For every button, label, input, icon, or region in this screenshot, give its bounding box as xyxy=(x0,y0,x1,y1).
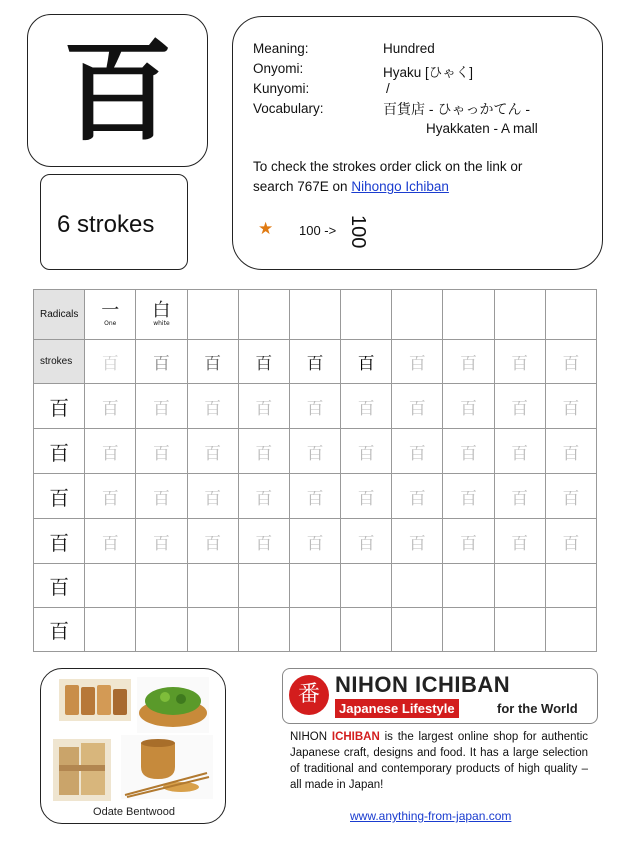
stroke-step: 百 xyxy=(494,340,545,384)
check-instructions: To check the strokes order click on the link or xyxy=(253,159,523,174)
stroke-step: 百 xyxy=(341,340,392,384)
trace-char: 百 xyxy=(136,474,187,519)
radical-label: One xyxy=(104,320,117,327)
trace-char: 百 xyxy=(443,519,494,564)
empty-cell xyxy=(238,608,289,652)
kunyomi-value: / xyxy=(386,81,390,96)
practice-row xyxy=(34,474,597,519)
trace-char: 百 xyxy=(443,474,494,519)
bentwood-box-image xyxy=(53,739,111,801)
logo-emblem-icon: 番 xyxy=(289,675,329,715)
trace-char: 百 xyxy=(494,429,545,474)
trace-char: 百 xyxy=(85,474,136,519)
nihongo-ichiban-link[interactable]: Nihongo Ichiban xyxy=(351,179,449,194)
trace-char: 百 xyxy=(545,429,596,474)
kanji-card xyxy=(27,14,208,167)
empty-cell xyxy=(341,564,392,608)
trace-char: 百 xyxy=(289,519,340,564)
trace-char: 百 xyxy=(136,384,187,429)
trace-char: 百 xyxy=(443,429,494,474)
meaning-value: Hundred xyxy=(383,41,435,56)
cups-image xyxy=(59,679,131,721)
stroke-step: 百 xyxy=(289,340,340,384)
empty-cell xyxy=(443,564,494,608)
model-char: 百 xyxy=(34,519,85,564)
model-char: 百 xyxy=(34,474,85,519)
strokes-row xyxy=(34,340,597,384)
empty-cell xyxy=(289,564,340,608)
meaning-label: Meaning: xyxy=(253,41,309,56)
trace-char: 百 xyxy=(289,384,340,429)
trace-char: 百 xyxy=(545,384,596,429)
radical-cell xyxy=(136,290,187,340)
radicals-header: Radicals xyxy=(34,290,85,340)
kunyomi-label: Kunyomi: xyxy=(253,81,310,96)
empty-cell xyxy=(289,290,340,340)
trace-char: 百 xyxy=(85,384,136,429)
trace-char: 百 xyxy=(494,384,545,429)
blank-practice-row xyxy=(34,608,597,652)
trace-char: 百 xyxy=(187,474,238,519)
product-photo-card xyxy=(40,668,226,824)
stroke-step: 百 xyxy=(238,340,289,384)
logo-subtitle: for the World xyxy=(497,701,578,716)
empty-cell xyxy=(341,608,392,652)
vocabulary-label: Vocabulary: xyxy=(253,101,324,116)
trace-char: 百 xyxy=(238,429,289,474)
trace-char: 百 xyxy=(341,519,392,564)
practice-row xyxy=(34,519,597,564)
trace-char: 百 xyxy=(289,474,340,519)
trace-char: 百 xyxy=(85,429,136,474)
stroke-step: 百 xyxy=(545,340,596,384)
ad-body: is the largest online shop for authentic Japanese craft, designs and food. It has a large selection of traditional and contemporary products of high quality – all made in Japan! xyxy=(290,731,589,791)
practice-row xyxy=(34,384,597,429)
info-card xyxy=(232,16,603,270)
empty-cell xyxy=(238,290,289,340)
trace-char: 百 xyxy=(341,429,392,474)
empty-cell xyxy=(341,290,392,340)
nihon-ichiban-logo[interactable] xyxy=(282,668,598,724)
trace-char: 百 xyxy=(392,429,443,474)
empty-cell xyxy=(136,608,187,652)
cup-and-chopsticks-image xyxy=(121,735,213,799)
ad-prefix: NIHON xyxy=(290,731,332,743)
rotated-number: 100 xyxy=(347,215,369,249)
empty-cell xyxy=(238,564,289,608)
empty-cell xyxy=(443,290,494,340)
radical-char: 一 xyxy=(101,300,120,321)
practice-row xyxy=(34,429,597,474)
radical-cell xyxy=(85,290,136,340)
trace-char: 百 xyxy=(238,384,289,429)
empty-cell xyxy=(545,608,596,652)
number-arrow-text: 100 -> xyxy=(299,223,337,238)
trace-char: 百 xyxy=(392,519,443,564)
trace-char: 百 xyxy=(238,519,289,564)
empty-cell xyxy=(85,608,136,652)
check-instructions-line2 xyxy=(253,179,449,194)
empty-cell xyxy=(443,608,494,652)
onyomi-label: Onyomi: xyxy=(253,61,304,76)
star-icon: ★ xyxy=(258,219,274,239)
model-char: 百 xyxy=(34,564,85,608)
trace-char: 百 xyxy=(392,474,443,519)
logo-subtitle-red: Japanese Lifestyle xyxy=(335,699,459,718)
empty-cell xyxy=(289,608,340,652)
salad-bowl-image xyxy=(137,677,209,733)
trace-char: 百 xyxy=(443,384,494,429)
stroke-step: 百 xyxy=(136,340,187,384)
stroke-step: 百 xyxy=(392,340,443,384)
empty-cell xyxy=(136,564,187,608)
trace-char: 百 xyxy=(85,519,136,564)
trace-char: 百 xyxy=(545,474,596,519)
trace-char: 百 xyxy=(238,474,289,519)
bentwood-photo xyxy=(41,669,226,824)
onyomi-value: Hyaku [ひゃく] xyxy=(383,65,474,80)
empty-cell xyxy=(545,290,596,340)
trace-char: 百 xyxy=(187,384,238,429)
trace-char: 百 xyxy=(289,429,340,474)
empty-cell xyxy=(187,290,238,340)
stroke-step: 百 xyxy=(85,340,136,384)
photo-caption: Odate Bentwood xyxy=(93,806,175,818)
ad-brand: ICHIBAN xyxy=(331,731,380,743)
strokes-header: strokes xyxy=(34,340,85,384)
stroke-step: 百 xyxy=(187,340,238,384)
trace-char: 百 xyxy=(545,519,596,564)
trace-char: 百 xyxy=(136,519,187,564)
radical-char: 白 xyxy=(152,300,171,321)
model-char: 百 xyxy=(34,429,85,474)
trace-char: 百 xyxy=(341,474,392,519)
trace-char: 百 xyxy=(187,429,238,474)
empty-cell xyxy=(187,564,238,608)
model-char: 百 xyxy=(34,608,85,652)
stroke-count: 6 strokes xyxy=(57,211,155,238)
empty-cell xyxy=(494,290,545,340)
vocabulary-translation: Hyakkaten - A mall xyxy=(426,121,538,136)
logo-title: NIHON ICHIBAN xyxy=(335,672,511,697)
trace-char: 百 xyxy=(392,384,443,429)
radicals-row xyxy=(34,290,597,340)
model-char: 百 xyxy=(34,384,85,429)
empty-cell xyxy=(494,608,545,652)
vocabulary-value: 百貨店 - ひゃっかてん - xyxy=(383,101,530,117)
empty-cell xyxy=(545,564,596,608)
check-prefix: search 767E on xyxy=(253,179,352,194)
radical-label: white xyxy=(153,320,170,327)
empty-cell xyxy=(187,608,238,652)
blank-practice-row xyxy=(34,564,597,608)
trace-char: 百 xyxy=(494,519,545,564)
trace-char: 百 xyxy=(136,429,187,474)
stroke-count-card xyxy=(40,174,188,270)
trace-char: 百 xyxy=(341,384,392,429)
ad-description xyxy=(290,729,588,793)
empty-cell xyxy=(392,608,443,652)
trace-char: 百 xyxy=(187,519,238,564)
empty-cell xyxy=(392,290,443,340)
stroke-step: 百 xyxy=(443,340,494,384)
trace-char: 百 xyxy=(494,474,545,519)
empty-cell xyxy=(392,564,443,608)
empty-cell xyxy=(85,564,136,608)
empty-cell xyxy=(494,564,545,608)
shop-url-link[interactable]: www.anything-from-japan.com xyxy=(350,809,512,823)
kanji-character: 百 xyxy=(62,27,173,156)
practice-grid xyxy=(33,289,597,652)
